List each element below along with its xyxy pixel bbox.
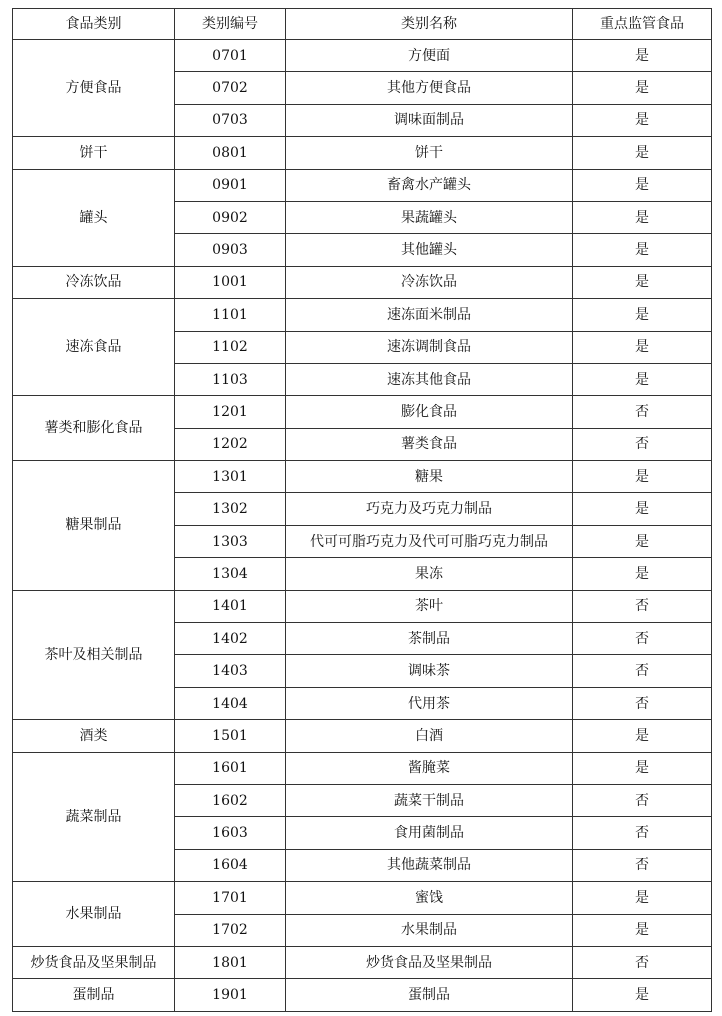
category-code-cell: 1604 <box>175 849 286 881</box>
category-code-cell: 1302 <box>175 493 286 525</box>
food-category-cell: 方便食品 <box>13 40 175 137</box>
category-name-cell: 炒货食品及坚果制品 <box>286 946 573 978</box>
table-row <box>13 720 712 752</box>
category-code-cell: 1402 <box>175 623 286 655</box>
category-code-cell: 0903 <box>175 234 286 266</box>
category-name-cell: 畜禽水产罐头 <box>286 169 573 201</box>
category-code-cell: 1901 <box>175 979 286 1011</box>
category-name-cell: 酱腌菜 <box>286 752 573 784</box>
key-supervision-cell: 否 <box>573 849 712 881</box>
category-name-cell: 代用茶 <box>286 687 573 719</box>
key-supervision-cell: 是 <box>573 363 712 395</box>
category-code-cell: 0902 <box>175 201 286 233</box>
key-supervision-cell: 否 <box>573 817 712 849</box>
category-code-cell: 1201 <box>175 396 286 428</box>
food-category-cell: 罐头 <box>13 169 175 266</box>
key-supervision-cell: 否 <box>573 687 712 719</box>
category-code-cell: 1501 <box>175 720 286 752</box>
key-supervision-cell: 是 <box>573 299 712 331</box>
category-name-cell: 蜜饯 <box>286 882 573 914</box>
table-body <box>13 40 712 1012</box>
category-code-cell: 1202 <box>175 428 286 460</box>
table-row <box>13 137 712 169</box>
key-supervision-cell: 是 <box>573 234 712 266</box>
key-supervision-cell: 是 <box>573 266 712 298</box>
food-category-cell: 茶叶及相关制品 <box>13 590 175 720</box>
table-row <box>13 946 712 978</box>
category-name-cell: 速冻其他食品 <box>286 363 573 395</box>
category-name-cell: 调味面制品 <box>286 104 573 136</box>
category-name-cell: 果蔬罐头 <box>286 201 573 233</box>
header-row <box>13 9 712 40</box>
food-category-cell: 饼干 <box>13 137 175 169</box>
food-category-cell: 冷冻饮品 <box>13 266 175 298</box>
key-supervision-cell: 是 <box>573 493 712 525</box>
table-row <box>13 882 712 914</box>
category-code-cell: 1103 <box>175 363 286 395</box>
table-row <box>13 979 712 1011</box>
category-name-cell: 代可可脂巧克力及代可可脂巧克力制品 <box>286 525 573 557</box>
key-supervision-cell: 是 <box>573 752 712 784</box>
category-name-cell: 冷冻饮品 <box>286 266 573 298</box>
food-category-table <box>12 8 712 1012</box>
category-name-cell: 方便面 <box>286 40 573 72</box>
category-name-cell: 调味茶 <box>286 655 573 687</box>
key-supervision-cell: 是 <box>573 169 712 201</box>
category-code-cell: 1603 <box>175 817 286 849</box>
category-code-cell: 1301 <box>175 461 286 493</box>
category-name-cell: 茶制品 <box>286 623 573 655</box>
food-category-cell: 速冻食品 <box>13 299 175 396</box>
table-row <box>13 461 712 493</box>
table-row <box>13 40 712 72</box>
key-supervision-cell: 否 <box>573 784 712 816</box>
table-row <box>13 590 712 622</box>
key-supervision-cell: 是 <box>573 720 712 752</box>
category-code-cell: 1601 <box>175 752 286 784</box>
key-supervision-cell: 否 <box>573 428 712 460</box>
food-category-cell: 炒货食品及坚果制品 <box>13 946 175 978</box>
category-name-cell: 水果制品 <box>286 914 573 946</box>
category-code-cell: 0801 <box>175 137 286 169</box>
food-category-cell: 水果制品 <box>13 882 175 947</box>
category-code-cell: 0702 <box>175 72 286 104</box>
category-name-cell: 其他罐头 <box>286 234 573 266</box>
key-supervision-cell: 是 <box>573 201 712 233</box>
category-name-cell: 白酒 <box>286 720 573 752</box>
category-name-cell: 果冻 <box>286 558 573 590</box>
header-category-code: 类别编号 <box>175 9 286 40</box>
category-code-cell: 1701 <box>175 882 286 914</box>
key-supervision-cell: 否 <box>573 590 712 622</box>
category-code-cell: 1404 <box>175 687 286 719</box>
header-category-name: 类别名称 <box>286 9 573 40</box>
category-name-cell: 速冻面米制品 <box>286 299 573 331</box>
category-code-cell: 1304 <box>175 558 286 590</box>
key-supervision-cell: 是 <box>573 72 712 104</box>
key-supervision-cell: 是 <box>573 331 712 363</box>
category-name-cell: 其他方便食品 <box>286 72 573 104</box>
category-code-cell: 1101 <box>175 299 286 331</box>
key-supervision-cell: 否 <box>573 396 712 428</box>
key-supervision-cell: 是 <box>573 558 712 590</box>
key-supervision-cell: 是 <box>573 461 712 493</box>
category-name-cell: 糖果 <box>286 461 573 493</box>
category-name-cell: 其他蔬菜制品 <box>286 849 573 881</box>
table-row <box>13 752 712 784</box>
key-supervision-cell: 是 <box>573 914 712 946</box>
header-key-supervision: 重点监管食品 <box>573 9 712 40</box>
category-code-cell: 1303 <box>175 525 286 557</box>
food-category-cell: 薯类和膨化食品 <box>13 396 175 461</box>
key-supervision-cell: 是 <box>573 882 712 914</box>
food-category-cell: 蛋制品 <box>13 979 175 1011</box>
category-name-cell: 膨化食品 <box>286 396 573 428</box>
category-code-cell: 1602 <box>175 784 286 816</box>
table-row <box>13 169 712 201</box>
category-name-cell: 薯类食品 <box>286 428 573 460</box>
category-code-cell: 1702 <box>175 914 286 946</box>
key-supervision-cell: 是 <box>573 104 712 136</box>
category-code-cell: 0703 <box>175 104 286 136</box>
category-code-cell: 1401 <box>175 590 286 622</box>
key-supervision-cell: 否 <box>573 655 712 687</box>
table-row <box>13 396 712 428</box>
category-name-cell: 茶叶 <box>286 590 573 622</box>
key-supervision-cell: 是 <box>573 137 712 169</box>
category-code-cell: 1801 <box>175 946 286 978</box>
category-code-cell: 0901 <box>175 169 286 201</box>
table-row <box>13 299 712 331</box>
key-supervision-cell: 否 <box>573 623 712 655</box>
key-supervision-cell: 否 <box>573 946 712 978</box>
category-name-cell: 巧克力及巧克力制品 <box>286 493 573 525</box>
category-name-cell: 食用菌制品 <box>286 817 573 849</box>
category-name-cell: 蔬菜干制品 <box>286 784 573 816</box>
food-category-cell: 糖果制品 <box>13 461 175 591</box>
category-code-cell: 0701 <box>175 40 286 72</box>
table-row <box>13 266 712 298</box>
category-name-cell: 蛋制品 <box>286 979 573 1011</box>
key-supervision-cell: 是 <box>573 40 712 72</box>
food-category-cell: 酒类 <box>13 720 175 752</box>
category-code-cell: 1001 <box>175 266 286 298</box>
key-supervision-cell: 是 <box>573 979 712 1011</box>
category-name-cell: 速冻调制食品 <box>286 331 573 363</box>
food-category-cell: 蔬菜制品 <box>13 752 175 882</box>
category-name-cell: 饼干 <box>286 137 573 169</box>
category-code-cell: 1102 <box>175 331 286 363</box>
category-code-cell: 1403 <box>175 655 286 687</box>
key-supervision-cell: 是 <box>573 525 712 557</box>
header-food-category: 食品类别 <box>13 9 175 40</box>
